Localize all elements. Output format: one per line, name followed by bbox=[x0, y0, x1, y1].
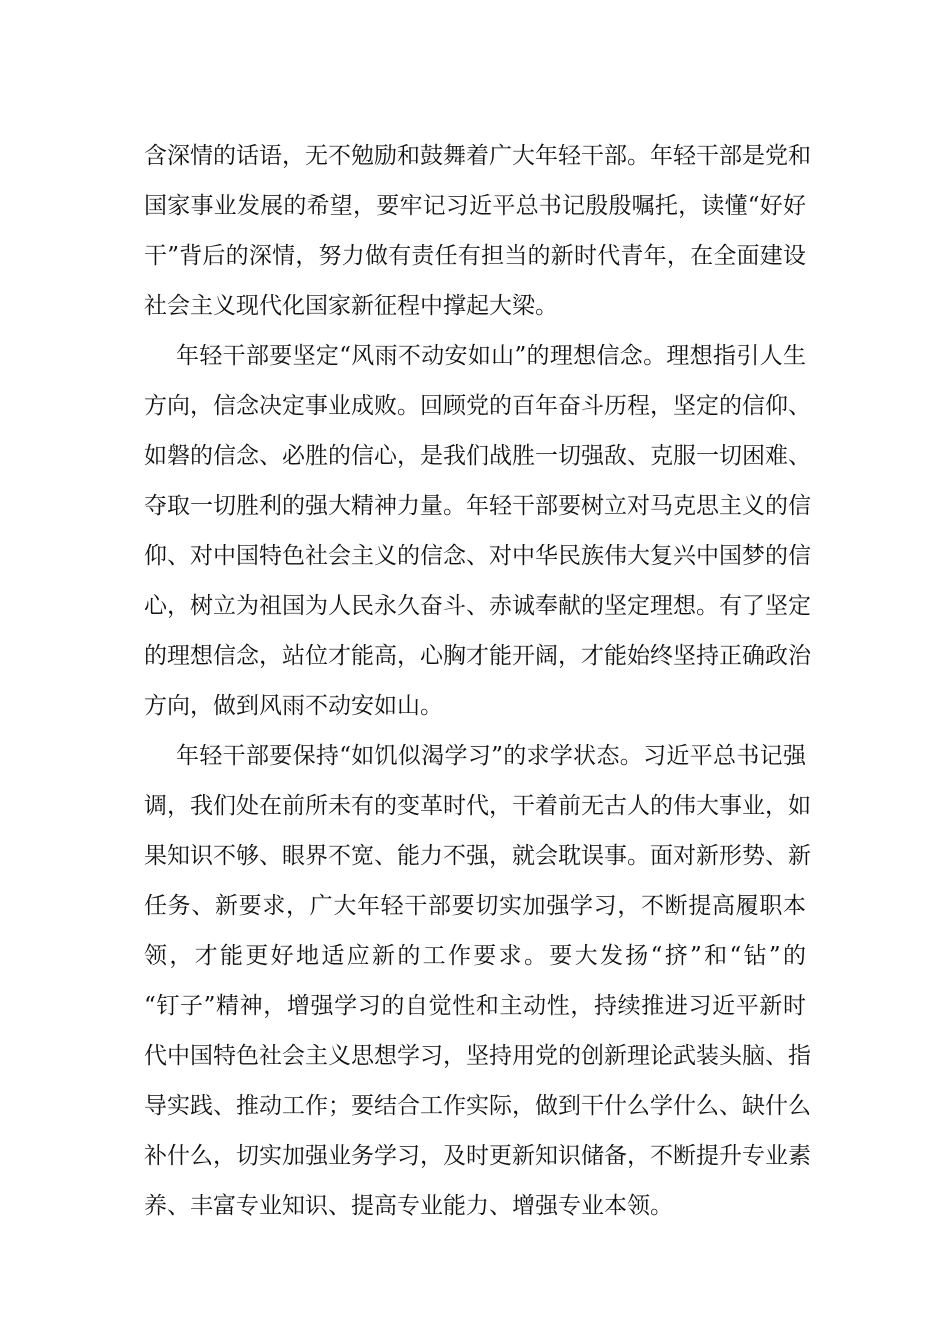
text-line: 导实践、推动工作；要结合工作实际，做到干什么学什么、缺什么 bbox=[144, 1093, 811, 1119]
paragraph-2 bbox=[144, 331, 811, 731]
text-line: 补什么，切实加强业务学习，及时更新知识储备，不断提升专业素 bbox=[144, 1143, 811, 1169]
text-line: 的理想信念，站位才能高，心胸才能开阔，才能始终坚持正确政治 bbox=[144, 643, 811, 669]
text-line: 干”背后的深情，努力做有责任有担当的新时代青年，在全面建设 bbox=[144, 243, 806, 269]
text-line: 国家事业发展的希望，要牢记习近平总书记殷殷嘱托，读懂“好好 bbox=[144, 193, 806, 219]
text-line: 代中国特色社会主义思想学习，坚持用党的创新理论武装头脑、指 bbox=[144, 1043, 811, 1069]
paragraph-1 bbox=[144, 131, 811, 331]
text-line: 养、丰富专业知识、提高专业能力、增强专业本领。 bbox=[144, 1193, 673, 1219]
text-line: 任务、新要求，广大年轻干部要切实加强学习，不断提高履职本 bbox=[144, 893, 806, 919]
text-line: 如磐的信念、必胜的信心，是我们战胜一切强敌、克服一切困难、 bbox=[144, 443, 811, 469]
text-line: 果知识不够、眼界不宽、能力不强，就会耽误事。面对新形势、新 bbox=[144, 843, 811, 869]
text-line: 年轻干部要坚定“风雨不动安如山”的理想信念。理想指引人生 bbox=[176, 343, 806, 369]
paragraph-3 bbox=[144, 731, 811, 1231]
text-line: 夺取一切胜利的强大精神力量。年轻干部要树立对马克思主义的信 bbox=[144, 493, 811, 519]
text-line: 调，我们处在前所未有的变革时代，干着前无古人的伟大事业，如 bbox=[144, 793, 811, 819]
text-line: 心，树立为祖国为人民永久奋斗、赤诚奉献的坚定理想。有了坚定 bbox=[144, 593, 811, 619]
text-line: 方向，做到风雨不动安如山。 bbox=[144, 693, 443, 719]
text-line: 领，才能更好地适应新的工作要求。要大发扬“挤”和“钻”的 bbox=[144, 943, 806, 969]
text-line: 含深情的话语，无不勉励和鼓舞着广大年轻干部。年轻干部是党和 bbox=[144, 143, 811, 169]
document-body bbox=[144, 131, 811, 1231]
text-line: 年轻干部要保持“如饥似渴学习”的求学状态。习近平总书记强 bbox=[176, 743, 806, 769]
text-line: 方向，信念决定事业成败。回顾党的百年奋斗历程，坚定的信仰、 bbox=[144, 393, 811, 419]
text-line: 仰、对中国特色社会主义的信念、对中华民族伟大复兴中国梦的信 bbox=[144, 543, 811, 569]
text-line: 社会主义现代化国家新征程中撑起大梁。 bbox=[144, 293, 558, 319]
text-line: “钉子”精神，增强学习的自觉性和主动性，持续推进习近平新时 bbox=[144, 993, 806, 1019]
